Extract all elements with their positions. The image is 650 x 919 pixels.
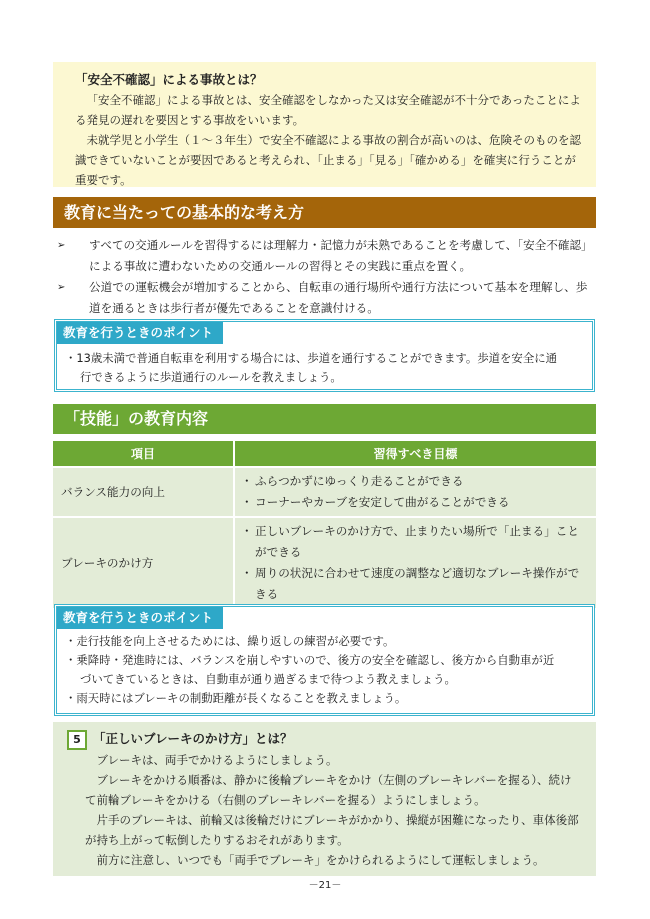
teaching-point-line: ・雨天時にはブレーキの制動距離が長くなることを教えましょう。	[65, 691, 407, 705]
basic-approach-heading: 教育に当たっての基本的な考え方	[53, 197, 596, 228]
goal-text: コーナーやカーブを安定して曲がることができる	[255, 495, 510, 509]
teaching-point-line: 行できるように歩道通行のルールを教えましょう。	[80, 370, 342, 384]
teaching-point-line: づいてきているときは、自動車が通り過ぎるまで待つよう教えましょう。	[80, 672, 456, 686]
arrow-bullet-icon: ➢	[57, 282, 66, 293]
number-badge: 5	[67, 730, 87, 750]
correct-brake-box	[53, 722, 596, 876]
correct-brake-title: 「正しいブレーキのかけ方」とは？	[93, 731, 293, 746]
correct-brake-paragraph: 前方に注意し、いつでも「両手でブレーキ」をかけられるようにして運転しましょう。	[96, 853, 545, 867]
teaching-point-line: ・走行技能を向上させるためには、繰り返しの練習が必要です。	[65, 634, 395, 648]
teaching-point-title: 教育を行うときのポイント	[57, 607, 223, 629]
correct-brake-paragraph: ブレーキは、両手でかけるようにしましょう。	[96, 753, 338, 767]
skills-heading: 「技能」の教育内容	[53, 404, 596, 434]
teaching-point-line: ・乗降時・発進時には、バランスを崩しやすいので、後方の安全を確認し、後方から自動車が近	[65, 653, 555, 667]
goal-text: 周りの状況に合わせて速度の調整など適切なブレーキ操作ができる	[255, 566, 580, 601]
goal-text: ふらつかずにゆっくり走ることができる	[255, 474, 464, 488]
goal-text: 正しいブレーキのかけ方で、止まりたい場所で「止まる」ことができる	[255, 524, 579, 559]
table-row	[53, 517, 596, 608]
list-item: ➢ 公道での運転機会が増加することから、自転車の通行場所や通行方法について基本を理解し、歩道を通るときは歩行者が優先であることを意識付ける。	[53, 277, 598, 319]
table-cell-goals: ・ 正しいブレーキのかけ方で、止まりたい場所で「止まる」ことができる ・ 周りの状況に合わせて速度の調整など適切なブレーキ操作ができる	[234, 517, 596, 608]
correct-brake-paragraph: ブレーキをかける順番は、静かに後輪ブレーキをかけ（左側のブレーキレバーを握る）、続けて前輪ブレーキをかける（右側のブレーキレバーを握る）ようにしましょう。	[85, 773, 572, 807]
table-cell-item: バランス能力の向上	[53, 467, 234, 517]
basic-approach-list	[53, 235, 598, 319]
table-cell-goals: ・ ふらつかずにゆっくり走ることができる ・ コーナーやカーブを安定して曲がることができる	[234, 467, 596, 517]
teaching-point-box	[54, 604, 595, 716]
skills-table	[53, 441, 596, 608]
table-cell-item: ブレーキのかけ方	[53, 517, 234, 608]
teaching-point-line: ・13歳未満で普通自転車を利用する場合には、歩道を通行することができます。歩道を安全に通	[65, 351, 557, 365]
correct-brake-paragraph: 片手のブレーキは、前輪又は後輪だけにブレーキがかかり、操縦が困難になったり、車体後部が持ち上がって転倒したりするおそれがあります。	[85, 813, 579, 847]
safety-definition-box	[53, 62, 596, 187]
table-header: 項目	[53, 441, 234, 467]
list-item: ➢ すべての交通ルールを習得するには理解力・記憶力が未熟であることを考慮して、「安全不確認」による事故に遭わないための交通ルールの習得とその実践に重点を置く。	[53, 235, 598, 277]
safety-definition-paragraph: 「安全不確認」による事故とは、安全確認をしなかった又は安全確認が不十分であったことによる発見の遅れを要因とする事故をいいます。	[75, 93, 581, 127]
table-row	[53, 467, 596, 517]
table-header: 習得すべき目標	[234, 441, 596, 467]
teaching-point-title: 教育を行うときのポイント	[57, 322, 223, 344]
page-number: －21－	[308, 880, 342, 891]
arrow-bullet-icon: ➢	[57, 240, 66, 251]
safety-definition-paragraph: 未就学児と小学生（１～３年生）で安全不確認による事故の割合が高いのは、危険そのものを認識できていないことが要因であると考えられ、「止まる」「見る」「確かめる」を確実に行うことが重要です。	[75, 133, 581, 187]
safety-definition-title: 「安全不確認」による事故とは？	[75, 72, 263, 87]
teaching-point-box	[54, 319, 595, 392]
